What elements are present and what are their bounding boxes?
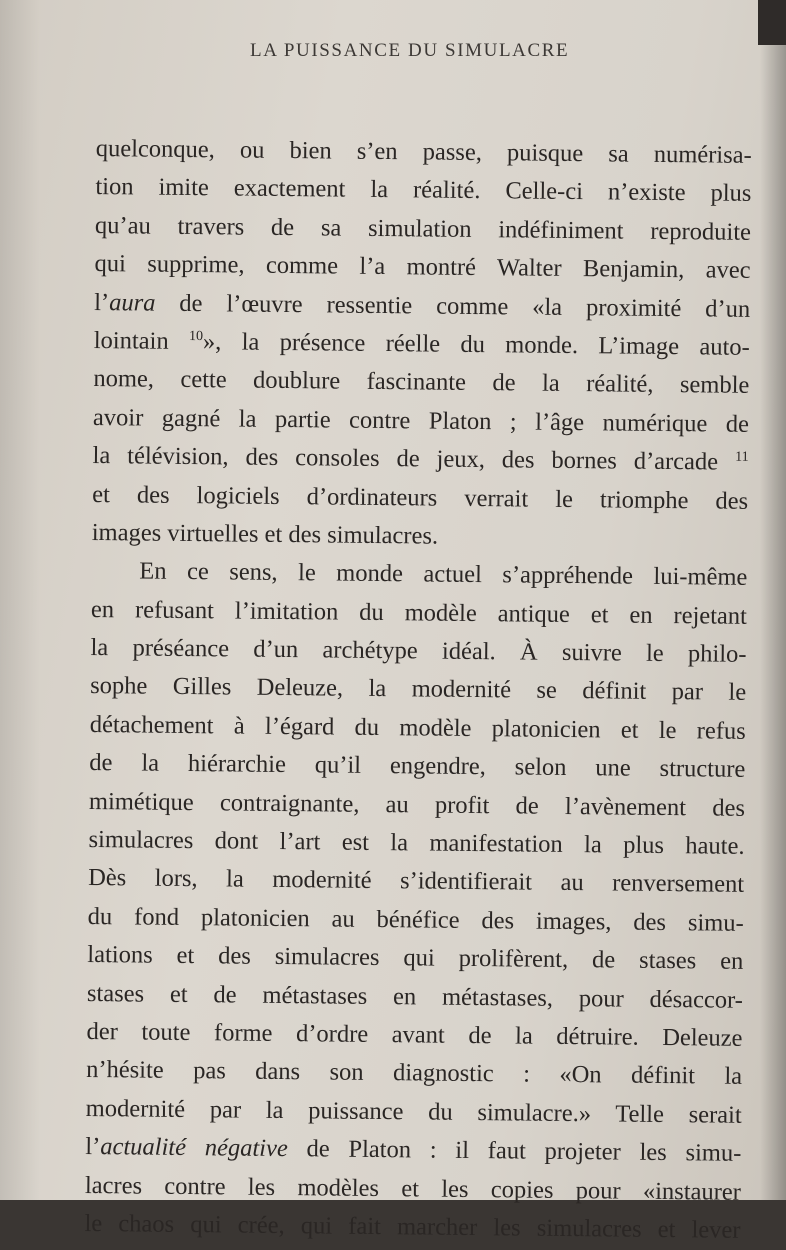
italic-term-actualite-negative: actualité négative [100, 1133, 288, 1163]
text-line: nome, cette doublure fascinante de la réalité, semble [93, 365, 750, 400]
text-line: sophe Gilles Deleuze, la modernité se définit par le [90, 672, 747, 707]
running-title: LA PUISSANCE DU SIMULACRE [250, 40, 570, 61]
text-segment: », la présence réelle du monde. L’image auto- [202, 328, 750, 361]
text-line [92, 437, 748, 482]
text-line: lacres contre les modèles et les copies pour «instaurer [84, 1171, 742, 1206]
text-line: tion imite exactement la réalité. Celle-ci n’existe plus [95, 173, 752, 208]
text-line: lations et des simulacres qui prolifèrent, de stases en [87, 941, 744, 976]
text-line: et des logiciels d’ordinateurs verrait le triomphe des [92, 480, 749, 515]
text-segment: de Platon : il faut projeter les simu- [287, 1135, 742, 1167]
text-line: détachement à l’égard du modèle platonicien et le refus [89, 710, 746, 745]
text-segment: lointain [93, 326, 169, 355]
text-line: qui supprime, comme l’a montré Walter Benjamin, avec [94, 250, 751, 285]
text-line: la préséance d’un archétype idéal. À suivre le philo- [90, 634, 747, 668]
gutter-shadow [0, 0, 40, 1200]
text-line: quelconque, ou bien s’en passe, puisque sa numérisa- [95, 134, 752, 169]
footnote-marker-10: 10 [188, 328, 204, 345]
text-line: en refusant l’imitation du modèle antique et en rejetant [90, 595, 748, 630]
text-line: le chaos qui crée, qui fait marcher les simulacres et lever [84, 1209, 741, 1244]
text-line: avoir gagné la partie contre Platon ; l’âge numérique de [92, 403, 750, 438]
text-segment: la télévision, des consoles de jeux, des bornes d’arcade [92, 442, 719, 476]
text-line [85, 1128, 741, 1173]
text-line: modernité par la puissance du simulacre.» Telle serait [85, 1094, 742, 1129]
text-line: n’hésite pas dans son diagnostic : «On définit la [86, 1056, 743, 1091]
text-line: mimétique contraignante, au profit de l’avènement des [88, 787, 746, 822]
paragraph-first-line: En ce sens, le monde actuel s’appréhende lui-même [139, 557, 748, 592]
text-line: qu’au travers de sa simulation indéfiniment reproduite [94, 211, 752, 246]
body-text [84, 130, 752, 1250]
text-line: images virtuelles et des simulacres. [91, 518, 439, 550]
text-segment: l’ [94, 288, 110, 316]
italic-term-aura: aura [109, 288, 156, 317]
background-corner [758, 0, 786, 45]
text-line: de la hiérarchie qu’il engendre, selon une structure [89, 749, 746, 784]
text-line: simulacres dont l’art est la manifestation la plus haute. [88, 825, 745, 860]
text-line: der toute forme d’ordre avant de la détruire. Deleuze [86, 1017, 743, 1052]
footnote-marker-11: 11 [735, 449, 749, 465]
text-line: du fond platonicien au bénéfice des images, des simu- [87, 902, 744, 937]
page-edge-shadow [760, 0, 786, 1200]
text-line: Dès lors, la modernité s’identifierait au renversement [88, 864, 745, 899]
text-segment: de l’œuvre ressentie comme «la proximité d’un [155, 289, 751, 323]
text-segment: l’ [85, 1133, 101, 1161]
text-line: stases et de métastases en métastases, pour désaccor- [86, 979, 744, 1014]
